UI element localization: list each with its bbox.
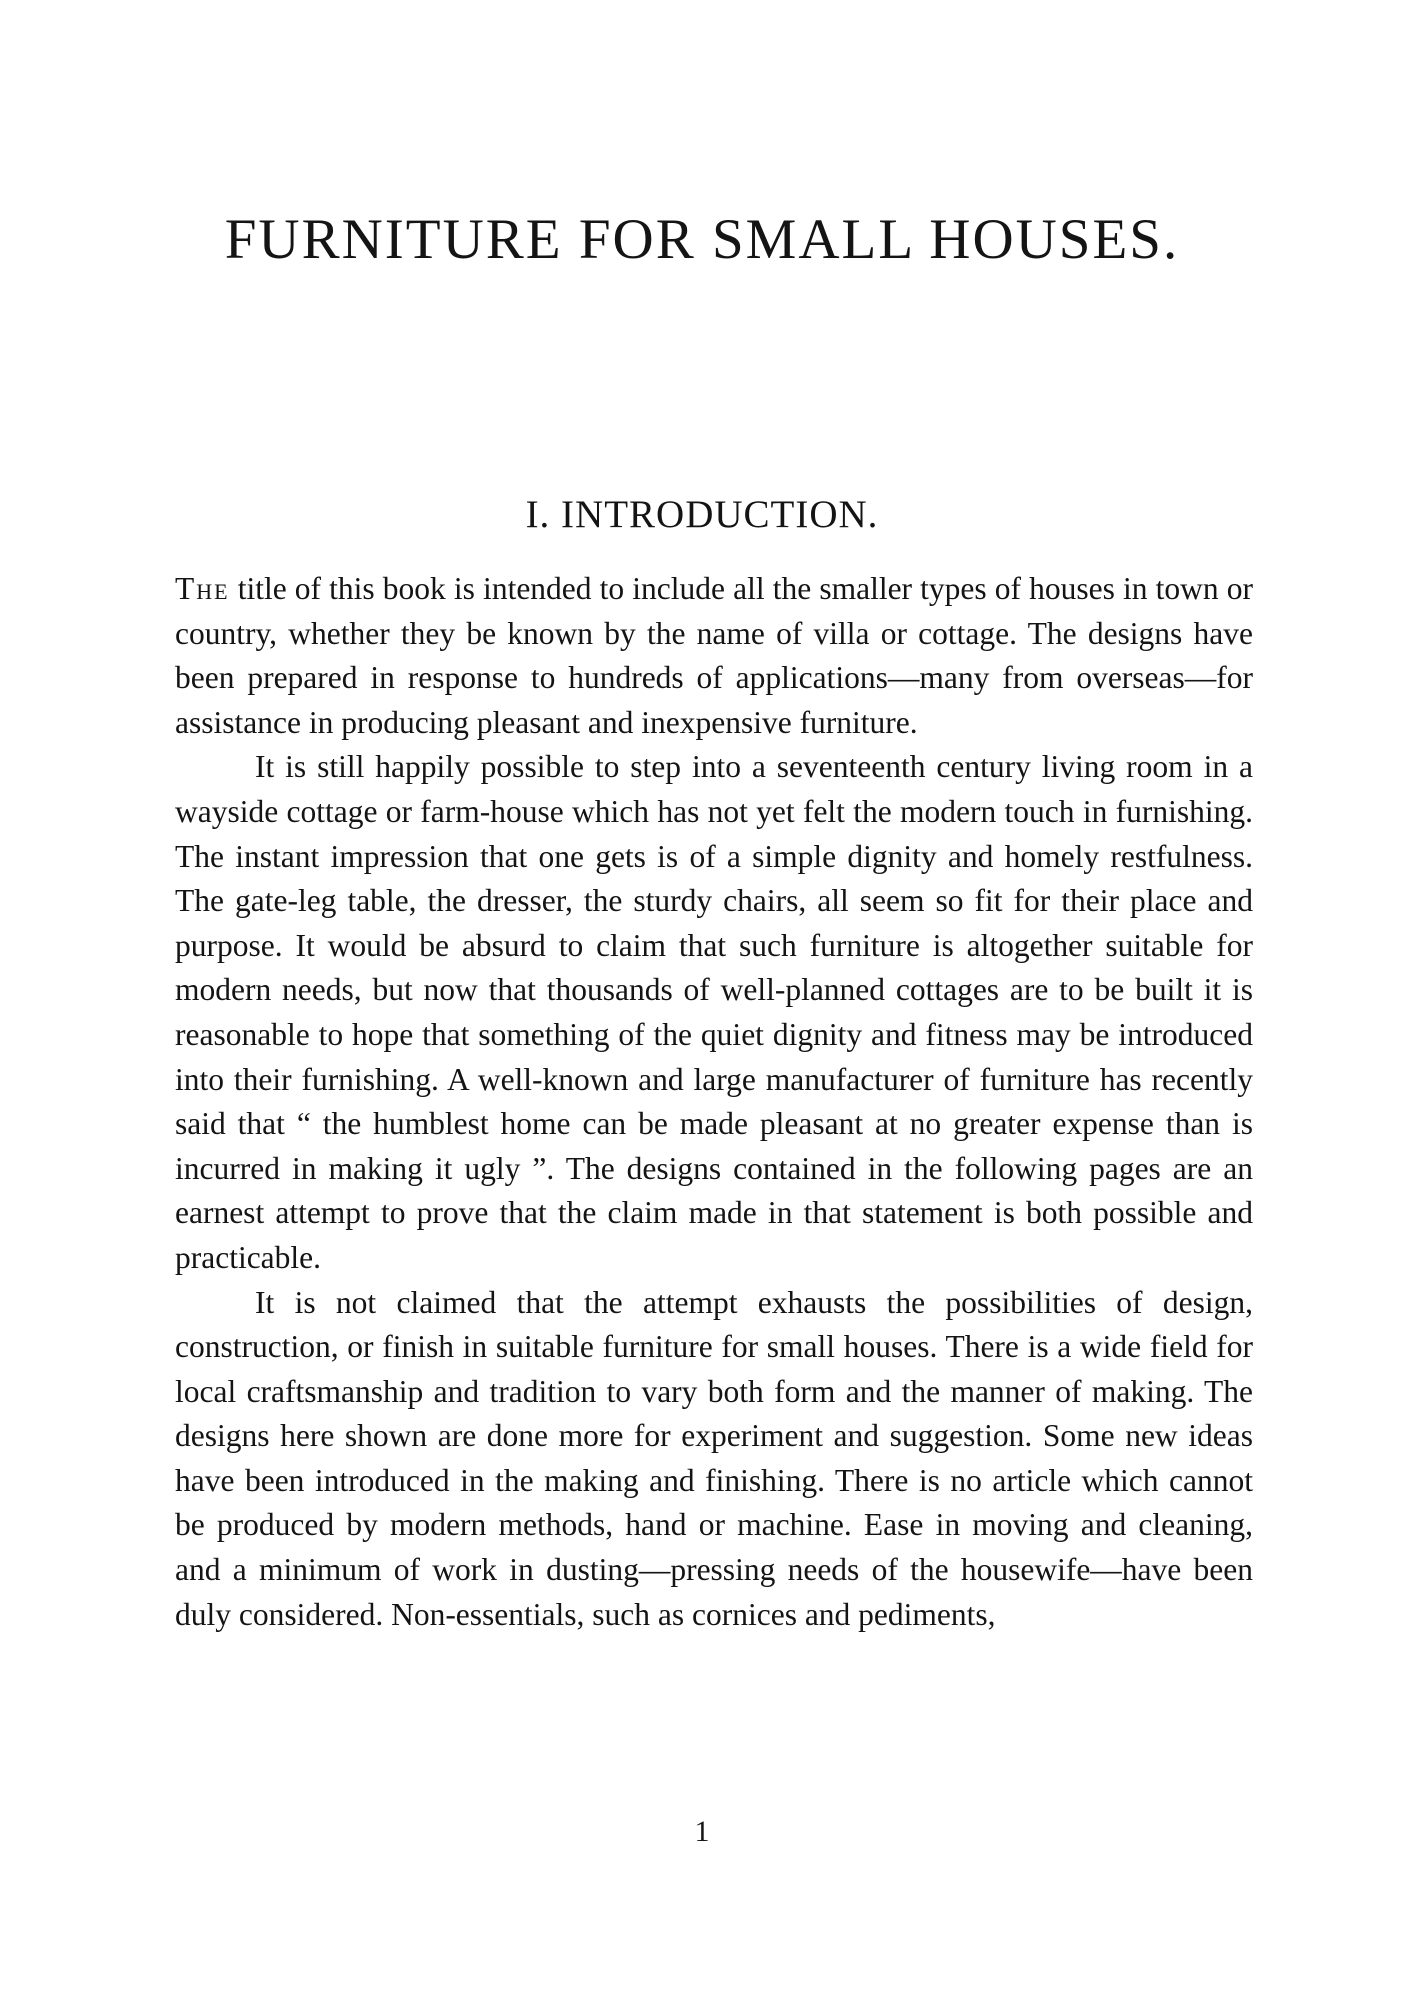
paragraph-2: It is still happily possible to step into a seventeenth century living room in a wayside cottage or farm-house which has not yet felt the modern touch in furnishing. The instant impression that one gets is of a simple dignity and homely restfulness. The gate-leg table, the dresser, the sturdy chairs, all seem so fit for their place and purpose. It would be absurd to claim that such furniture is altogether suitable for modern needs, but now that thousands of well-planned cottages are to be built it is reasonable to hope that something of the quiet dignity and fitness may be introduced into their furnishing. A well-known and large manufacturer of furniture has recently said that “ the humblest home can be made pleasant at no greater expense than is incurred in making it ugly ”. The designs contained in the following pages are an earnest attempt to prove that the claim made in that statement is both possible and practicable. — [175, 749, 1253, 1275]
body-text — [175, 567, 1253, 1637]
paragraph-3: It is not claimed that the attempt exhausts the possibilities of design, construction, or finish in suitable furniture for small houses. There is a wide field for local craftsmanship and tradition to vary both form and the manner of making. The designs here shown are done more for experiment and suggestion. Some new ideas have been introduced in the making and finishing. There is no article which cannot be produced by modern methods, hand or machine. Ease in moving and cleaning, and a minimum of work in dusting—pressing needs of the housewife—have been duly considered. Non-essentials, such as cornices and pediments, — [175, 1284, 1253, 1632]
paragraph-1 — [175, 567, 1253, 745]
paragraph-1-lead: The — [175, 571, 230, 606]
page-title: FURNITURE FOR SMALL HOUSES. — [224, 208, 1180, 271]
paragraph-1-text: title of this book is intended to include all the smaller types of houses in town or country, whether they be known by the name of villa or cottage. The designs have been prepared in response to hundreds of applications—many from overseas—for assistance in producing pleasant and inexpensive furniture. — [175, 571, 1253, 740]
page-number: 1 — [694, 1815, 710, 1848]
chapter-heading: I. INTRODUCTION. — [525, 493, 879, 536]
